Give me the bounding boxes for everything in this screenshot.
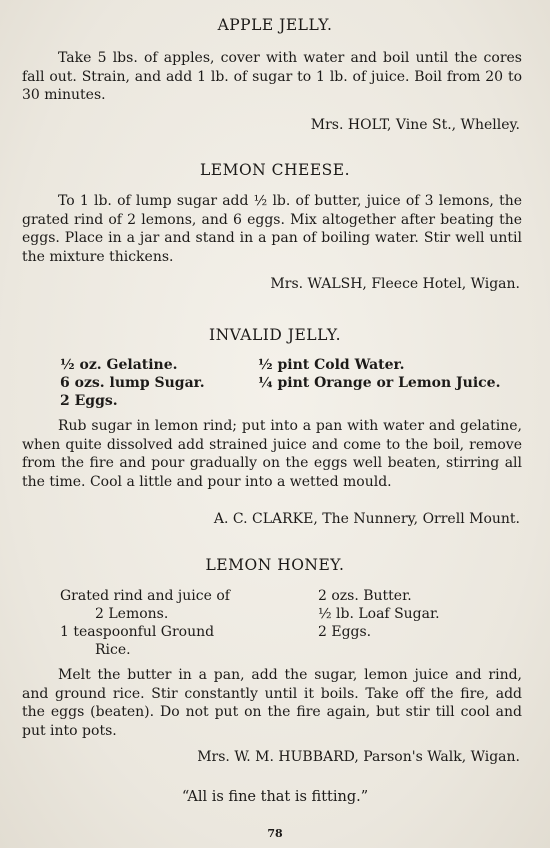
lemon-honey-ingredient: Rice. [95,642,131,658]
lemon-cheese-signature: Mrs. WALSH, Fleece Hotel, Wigan. [270,276,520,292]
lemon-honey-ingredient: 2 ozs. Butter. [318,588,412,604]
lemon-honey-ingredient: ½ lb. Loaf Sugar. [318,606,440,622]
invalid-jelly-ingredient: ¼ pint Orange or Lemon Juice. [258,375,501,391]
invalid-jelly-ingredient: 2 Eggs. [60,393,118,409]
apple-jelly-title: APPLE JELLY. [217,16,333,34]
lemon-honey-ingredient: Grated rind and juice of [60,588,230,604]
invalid-jelly-ingredient: 6 ozs. lump Sugar. [60,375,205,391]
invalid-jelly-ingredient: ½ pint Cold Water. [258,357,405,373]
invalid-jelly-signature: A. C. CLARKE, The Nunnery, Orrell Mount. [213,511,520,527]
lemon-honey-signature: Mrs. W. M. HUBBARD, Parson's Walk, Wigan. [197,749,520,765]
lemon-honey-ingredient: 1 teaspoonful Ground [60,624,215,640]
lemon-honey-title: LEMON HONEY. [205,556,345,574]
lemon-honey-ingredient: 2 Eggs. [318,624,372,640]
invalid-jelly-title: INVALID JELLY. [208,326,342,344]
invalid-jelly-ingredient: ½ oz. Gelatine. [60,357,178,373]
lemon-cheese-body: To 1 lb. of lump sugar add ½ lb. of butter, juice of 3 lemons, the grated rind of 2 lemons, and 6 eggs. Mix altogether after beating the eggs. Place in a jar and stand in a pan of boiling water. Stir well until the mixture thickens. [22,193,522,265]
invalid-jelly-body: Rub sugar in lemon rind; put into a pan with water and gelatine, when quite dissolved add strained juice and come to the boil, remove from the fire and pour gradually on the eggs well beaten, stirring all the time. Cool a little and pour into a wetted mould. [22,418,522,490]
lemon-cheese-title: LEMON CHEESE. [199,161,351,179]
lemon-honey-body: Melt the butter in a pan, add the sugar, lemon juice and rind, and ground rice. Stir constantly until it boils. Take off the fire, add the eggs (beaten). Do not put on the fire again, but stir till cool and put into pots. [22,667,522,739]
lemon-honey-ingredient: 2 Lemons. [95,606,169,622]
page-number: 78 [267,827,283,840]
apple-jelly-signature: Mrs. HOLT, Vine St., Whelley. [310,117,520,133]
closing-quote: “All is fine that is fitting.” [181,789,369,805]
apple-jelly-body: Take 5 lbs. of apples, cover with water and boil until the cores fall out. Strain, and add 1 lb. of sugar to 1 lb. of juice. Boil from 20 to 30 minutes. [22,50,522,103]
